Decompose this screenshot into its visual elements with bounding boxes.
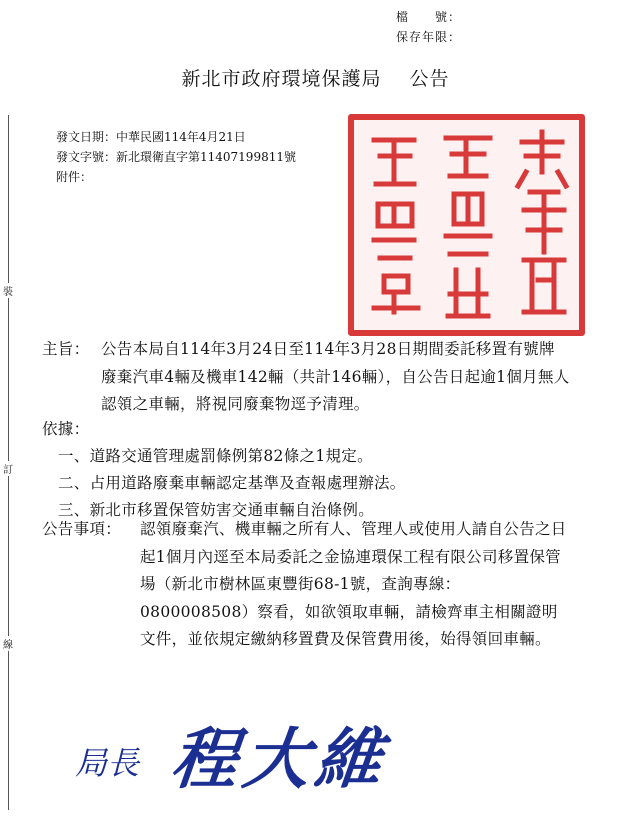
page-title [0, 64, 631, 91]
attachment-label: 附件： [56, 170, 93, 184]
subject-text: 公告本局自114年3月24日至114年3月28日期間委託移置有號牌廢棄汽車4輛及機車142輛（共計146輛），自公告日起逾1個月無人認領之車輛，將視同廢棄物逕予清理。 [101, 340, 570, 413]
subject-label: 主旨： [42, 340, 90, 358]
seal-glyphs [354, 120, 579, 330]
notice-section [42, 516, 570, 654]
file-number-label: 檔 號： [395, 10, 461, 24]
notice-text: 認領廢棄汽、機車輛之所有人、管理人或使用人請自公告之日起1個月內逕至本局委託之金協連環保工程有限公司移置保管場（新北市樹林區東豐街68-1號，查詢專線：0800008508）察看，如欲領取車輛，請檢齊車主相關證明文件，並依規定繳納移置費及保管費用後，始得領回車輛。 [140, 520, 567, 648]
margin-mark-xian: 線 [0, 636, 16, 651]
document-number: 發文字號：新北環衛直字第11407199811號 [56, 150, 296, 164]
issue-date: 發文日期：中華民國114年4月21日 [56, 130, 246, 144]
basis-item-1: 一、道路交通管理處罰條例第82條之1規定。 [58, 447, 373, 465]
margin-mark-ding: 訂 [0, 461, 16, 476]
agency-name: 新北市政府環境保護局 [181, 68, 382, 90]
basis-item-3: 三、新北市移置保管妨害交通車輛自治條例。 [58, 501, 375, 519]
basis-item-2: 二、占用道路廢棄車輛認定基準及查報處理辦法。 [58, 474, 406, 492]
official-seal [348, 114, 585, 336]
basis-label: 依據： [42, 420, 90, 438]
retention-period-label: 保存年限： [395, 30, 461, 44]
subject-section [42, 336, 570, 419]
director-name-signature: 程大維 [167, 720, 392, 798]
document-type: 公告 [409, 68, 450, 90]
director-title-signature: 局長 [75, 744, 140, 782]
notice-label: 公告事項： [42, 520, 122, 538]
margin-mark-zhuang: 裝 [0, 283, 16, 298]
